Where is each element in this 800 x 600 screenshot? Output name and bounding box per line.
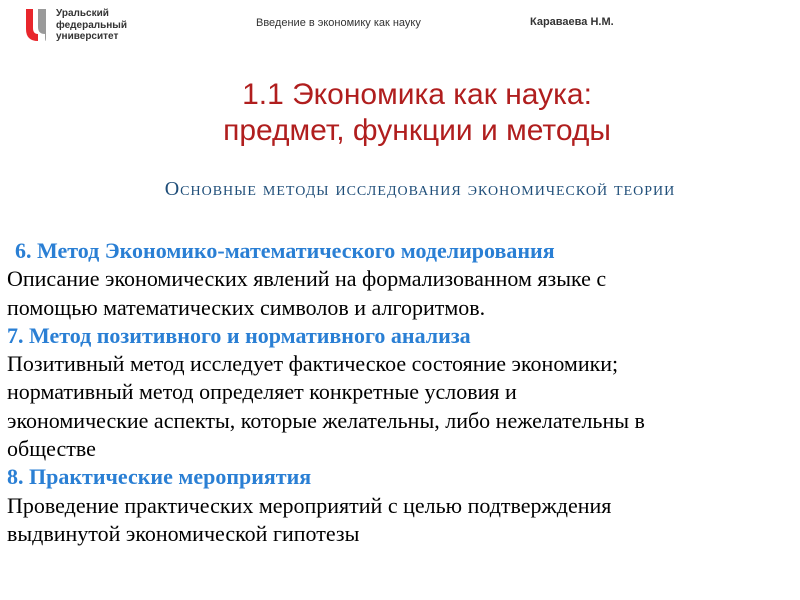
university-logo	[24, 7, 164, 47]
logo-line-3: университет	[56, 31, 119, 42]
method-8-text-line-2: выдвинутой экономической гипотезы	[7, 520, 360, 546]
logo-line-1: Уральский	[56, 8, 109, 19]
slide-title-line-1: 1.1 Экономика как наука:	[242, 78, 592, 111]
method-6-heading: 6. Метод Экономико-математического моделирования	[15, 238, 555, 263]
method-6-text-line-1: Описание экономических явлений на формализованном языке с	[7, 266, 607, 292]
method-7-text-line-1: Позитивный метод исследует фактическое состояние экономики;	[7, 351, 619, 377]
method-8-text-line-1: Проведение практических мероприятий с целью подтверждения	[7, 492, 612, 518]
slide-title	[0, 77, 800, 149]
method-7-text-line-4: обществе	[7, 436, 96, 462]
method-7-text-line-2: нормативный метод определяет конкретные условия и	[7, 379, 517, 405]
logo-line-2: федеральный	[56, 19, 127, 31]
slide-subtitle: Основные методы исследования экономической теории	[164, 178, 676, 200]
method-7-heading: 7. Метод позитивного и нормативного анализа	[7, 322, 471, 348]
header-subject: Введение в экономику как науку	[256, 17, 421, 29]
university-emblem-icon	[24, 7, 48, 43]
header-author: Караваева Н.М.	[530, 16, 614, 28]
method-8-heading: 8. Практические мероприятия	[7, 464, 312, 490]
method-6-text-line-2: помощью математических символов и алгоритмов.	[7, 294, 486, 320]
slide-content	[7, 237, 797, 548]
slide-title-line-2: предмет, функции и методы	[223, 114, 611, 147]
logo-text	[56, 8, 127, 43]
method-7-text-line-3: экономические аспекты, которые желательны, либо нежелательны в	[7, 407, 645, 433]
